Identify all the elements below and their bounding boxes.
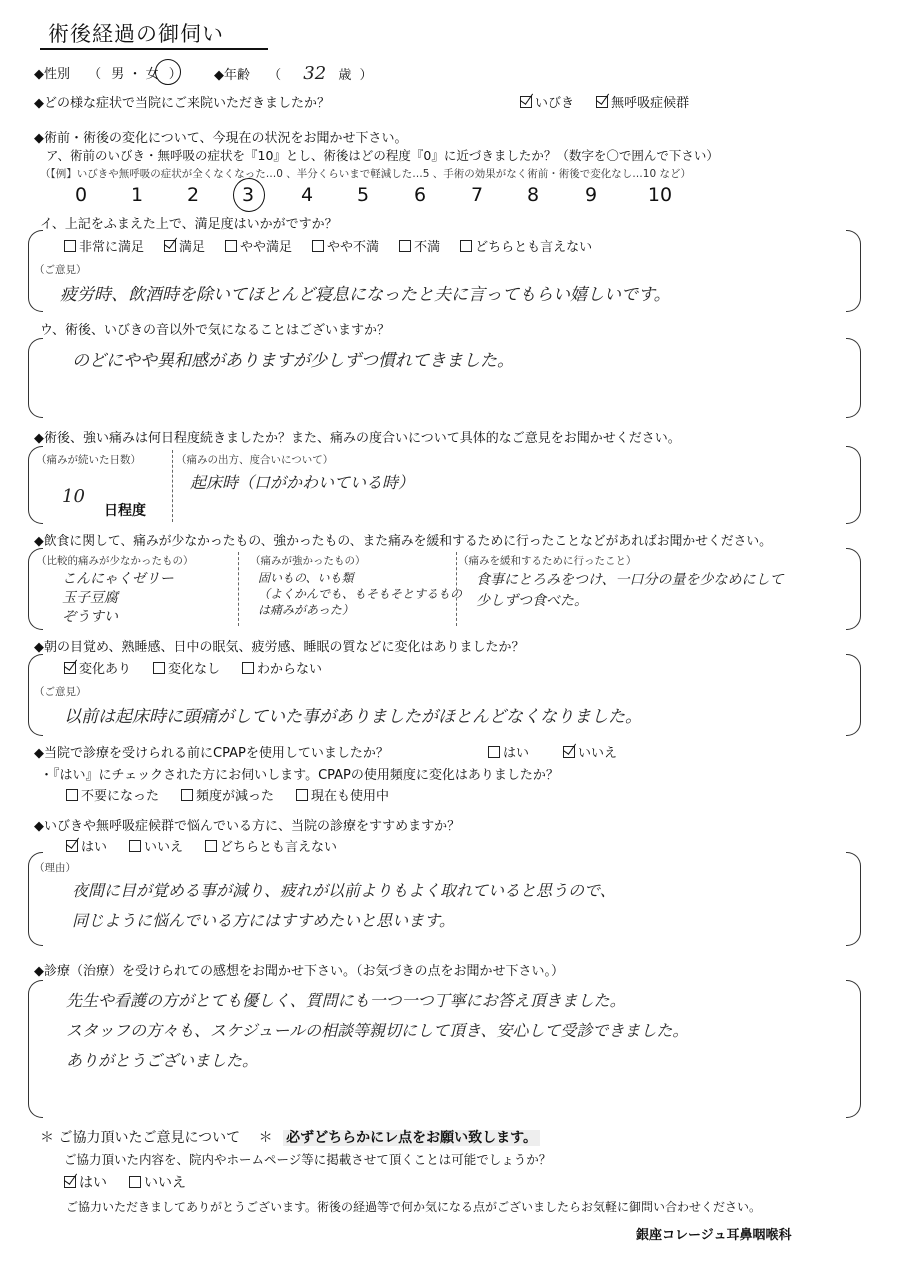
option-label: いいえ [144, 840, 184, 855]
checkbox-icon[interactable] [399, 240, 411, 252]
recommend-options [66, 836, 359, 855]
recommend-reason-text[interactable]: 夜間に目が覚める事が減り、疲れが以前よりもよく取れていると思うので、 同じように悩んでいる方にはすすめたいと思います。 [72, 881, 616, 930]
impressions-bracket-right [846, 980, 861, 1118]
scale-number[interactable]: 5 [356, 184, 370, 206]
option-label: どちらとも言えない [220, 840, 338, 855]
other-concerns-answer[interactable]: のどにやや異和感がありますが少しずつ慣れてきました。 [72, 351, 514, 371]
checkbox-icon[interactable] [205, 840, 217, 852]
symptoms-options [520, 92, 689, 111]
symptoms-question: ◆どの様な症状で当院にご来院いただきましたか？ [34, 96, 330, 111]
food-divider-2 [456, 552, 457, 626]
option-item[interactable] [129, 840, 183, 855]
option-label: いいえ [144, 1175, 186, 1191]
pain-days-value[interactable]: 10 [62, 486, 85, 507]
pain-days-label: （痛みが続いた日数） [36, 454, 141, 466]
list-item: 固いもの、いも類 [258, 571, 354, 585]
checkbox-icon[interactable] [66, 840, 78, 852]
sleep-opinion-text[interactable]: 以前は起床時に頭痛がしていた事がありましたがほとんどなくなりました。 [64, 707, 642, 727]
option-item[interactable] [399, 240, 440, 255]
pain-divider [172, 450, 173, 522]
checkbox-icon[interactable] [488, 746, 500, 758]
cpap-follow-options [66, 785, 411, 804]
symptom-snoring-option[interactable]: いびき [520, 96, 574, 111]
checkbox-icon[interactable] [296, 789, 308, 801]
food-col2-label: （痛みが強かったもの） [250, 555, 366, 567]
symptom-apnea-option[interactable]: 無呼吸症候群 [596, 96, 689, 111]
option-label: 変化あり [79, 662, 132, 677]
scale-number[interactable]: 6 [413, 184, 427, 206]
checkbox-icon[interactable] [312, 240, 324, 252]
food-col2-list[interactable] [258, 570, 462, 618]
food-col1-list[interactable] [62, 570, 174, 627]
list-item: こんにゃくゼリー [62, 571, 174, 587]
option-label: やや満足 [240, 240, 293, 255]
option-item[interactable] [225, 240, 292, 255]
scale-number[interactable]: 4 [300, 184, 314, 206]
option-label: 頻度が減った [196, 789, 275, 804]
recommend-reason-label: （理由） [34, 862, 76, 874]
scale-number[interactable]: 1 [130, 184, 144, 206]
option-label: はい [503, 746, 530, 761]
scale-number[interactable]: 2 [186, 184, 200, 206]
list-item: 少しずつ食べた。 [476, 593, 588, 609]
food-bracket-right [846, 548, 861, 630]
recommend-bracket-right [846, 852, 861, 946]
checkbox-icon[interactable] [164, 240, 176, 252]
option-label: いいえ [578, 746, 618, 761]
pain-degree-text[interactable]: 起床時（口がかわいている時） [190, 473, 415, 492]
food-col1-label: （比較的痛みが少なかったもの） [36, 555, 194, 567]
impressions-bracket-left [28, 980, 43, 1118]
option-label: 現在も使用中 [311, 789, 390, 804]
cpap-options [488, 742, 651, 761]
option-item[interactable] [460, 240, 592, 255]
page-title: 術後経過の御伺い [48, 22, 224, 46]
list-item: 玉子豆腐 [62, 590, 118, 606]
recommend-question: ◆いびきや無呼吸症候群で悩んでいる方に、当院の診療をすすめますか？ [34, 819, 461, 834]
sleep-options [64, 658, 344, 677]
pain-question: ◆術後、強い痛みは何日程度続きましたか？また、痛みの度合いについて具体的なご意見をお聞かせください。 [34, 431, 681, 446]
scale-number[interactable]: 9 [584, 184, 598, 206]
option-item[interactable] [64, 1175, 107, 1191]
option-label: どちらとも言えない [475, 240, 593, 255]
title-underline [40, 48, 268, 50]
impressions-question: ◆診療（治療）を受けられての感想をお聞かせ下さい。（お気づきの点をお聞かせ下さい。） [34, 964, 564, 979]
gender-label: ◆性別 [34, 67, 70, 82]
sleep-opinion-label: （ご意見） [34, 686, 87, 698]
other-concerns-question: ウ、術後、いびきの音以外で気になることはございますか？ [40, 323, 390, 338]
consent-options [64, 1172, 208, 1192]
gender-selection-circle [155, 59, 181, 85]
food-col3-list[interactable] [476, 570, 783, 612]
checkbox-icon[interactable] [181, 789, 193, 801]
scale-number[interactable]: 7 [470, 184, 484, 206]
scale-selection-circle [233, 178, 265, 212]
change-question: ◆術前・術後の変化について、今現在の状況をお聞かせ下さい。 [34, 131, 408, 146]
checkbox-icon[interactable] [563, 746, 575, 758]
cpap-question: ◆当院で診療を受けられる前にCPAPを使用していましたか？ [34, 746, 389, 761]
consent-heading: ＊ ご協力頂いたご意見について ＊ 必ずどちらかにレ点をお願い致します。 [40, 1127, 540, 1147]
checkbox-icon[interactable] [596, 96, 608, 108]
satisfaction-opinion-label: （ご意見） [34, 264, 87, 276]
option-item[interactable] [242, 662, 322, 677]
consent-instruction: 必ずどちらかにレ点をお願い致します。 [283, 1130, 540, 1146]
option-item[interactable] [488, 746, 529, 761]
age-label: ◆年齢 [214, 68, 250, 83]
checkbox-icon[interactable] [460, 240, 472, 252]
age-value[interactable]: 32 [303, 63, 327, 84]
scale-number[interactable]: 8 [526, 184, 540, 206]
scale-number[interactable]: 3 [241, 184, 255, 206]
gender-male-option[interactable]: 男 [111, 67, 125, 82]
option-item[interactable] [64, 662, 131, 677]
option-item[interactable] [164, 240, 205, 255]
option-item[interactable] [129, 1175, 186, 1191]
pain-days-unit: 日程度 [104, 503, 146, 519]
scale-number[interactable]: 10 [647, 184, 673, 206]
consent-question: ご協力頂いた内容を、院内やホームページ等に掲載させて頂くことは可能でしょうか？ [64, 1152, 552, 1167]
checkbox-icon[interactable] [129, 1176, 141, 1188]
list-item: 食事にとろみをつけ、一口分の量を少なめにして [476, 572, 784, 588]
food-question: ◆飲食に関して、痛みが少なかったもの、強かったもの、また痛みを緩和するために行ったことなどがあればお聞かせください。 [34, 534, 772, 549]
option-item[interactable] [153, 662, 220, 677]
list-item: ぞうすい [62, 609, 118, 625]
checkbox-icon[interactable] [520, 96, 532, 108]
option-label: はい [79, 1175, 107, 1191]
sleep-question: ◆朝の目覚め、熟睡感、日中の眠気、疲労感、睡眠の質などに変化はありましたか？ [34, 640, 525, 655]
option-item[interactable] [296, 789, 389, 804]
option-label: 不要になった [81, 789, 160, 804]
list-item: は痛みがあった） [258, 603, 354, 617]
age-row: ◆年齢 （ 32 歳 ） [214, 63, 373, 84]
sleep-bracket-right [846, 654, 861, 736]
cpap-follow-question: ・『はい』にチェックされた方にお伺いします。CPAPの使用頻度に変化はありましたか？ [40, 768, 559, 783]
change-example: （【例】いびきや無呼吸の症状が全くなくなった…0 、半分くらいまで軽減した…5 、手術の効果がなく術前・術後で変化なし…10 など） [40, 168, 691, 180]
option-label: 不満 [414, 240, 441, 255]
concerns-bracket-left [28, 338, 43, 418]
change-subquestion: ア、術前のいびき・無呼吸の症状を『10』とし、術後はどの程度『0』に近づきましたか？（数字を〇で囲んで下さい） [46, 148, 719, 163]
checkbox-icon[interactable] [129, 840, 141, 852]
list-item: （よくかんでも、もそもそとするもの [258, 587, 463, 601]
satisfaction-opinion-text[interactable]: 疲労時、飲酒時を除いてほとんど寝息になったと夫に言ってもらい嬉しいです。 [60, 285, 671, 305]
option-item[interactable] [181, 789, 274, 804]
checkbox-icon[interactable] [64, 662, 76, 674]
scale-number[interactable]: 0 [74, 184, 88, 206]
impressions-text[interactable]: 先生や看護の方がとても優しく、質問にも一つ一つ丁寧にお答え頂きました。 スタッフの方々も、スケジュールの相談等親切にして頂き、安心して受診できました。 ありがとうございました。 [66, 991, 689, 1070]
option-label: やや不満 [327, 240, 380, 255]
pain-degree-label: （痛みの出方、度合いについて） [176, 454, 334, 466]
satisfaction-question: イ、上記をふまえた上で、満足度はいかがですか？ [40, 217, 338, 232]
food-col3-label: （痛みを緩和するために行ったこと） [458, 555, 637, 567]
option-label: 非常に満足 [79, 240, 145, 255]
option-label: はい [81, 840, 108, 855]
checkbox-icon[interactable] [66, 789, 78, 801]
checkbox-icon[interactable] [242, 662, 254, 674]
consent-thanks: ご協力いただきましてありがとうございます。術後の経過等で何か気になる点がございましたらお気軽に御問い合わせください。 [66, 1200, 762, 1214]
gender-row: ◆性別 （ 男 ・ 女 ） [34, 67, 182, 82]
clinic-name: 銀座コレージュ耳鼻咽喉科 [636, 1228, 792, 1243]
option-label: 満足 [179, 240, 206, 255]
satisfaction-options [64, 236, 612, 255]
satisfaction-bracket-right [846, 230, 861, 312]
checkbox-icon[interactable] [64, 1176, 76, 1188]
checkbox-icon[interactable] [225, 240, 237, 252]
option-label: 変化なし [168, 662, 221, 677]
option-item[interactable] [312, 240, 379, 255]
option-item[interactable] [205, 840, 337, 855]
checkbox-icon[interactable] [153, 662, 165, 674]
option-item[interactable] [66, 789, 159, 804]
option-item[interactable] [66, 840, 107, 855]
food-divider-1 [238, 552, 239, 626]
option-item[interactable] [563, 746, 617, 761]
checkbox-icon[interactable] [64, 240, 76, 252]
option-item[interactable] [64, 240, 144, 255]
option-label: わからない [257, 662, 323, 677]
gender-female-option[interactable]: 女 [145, 67, 159, 82]
concerns-bracket-right [846, 338, 861, 418]
pain-bracket-right [846, 446, 861, 524]
